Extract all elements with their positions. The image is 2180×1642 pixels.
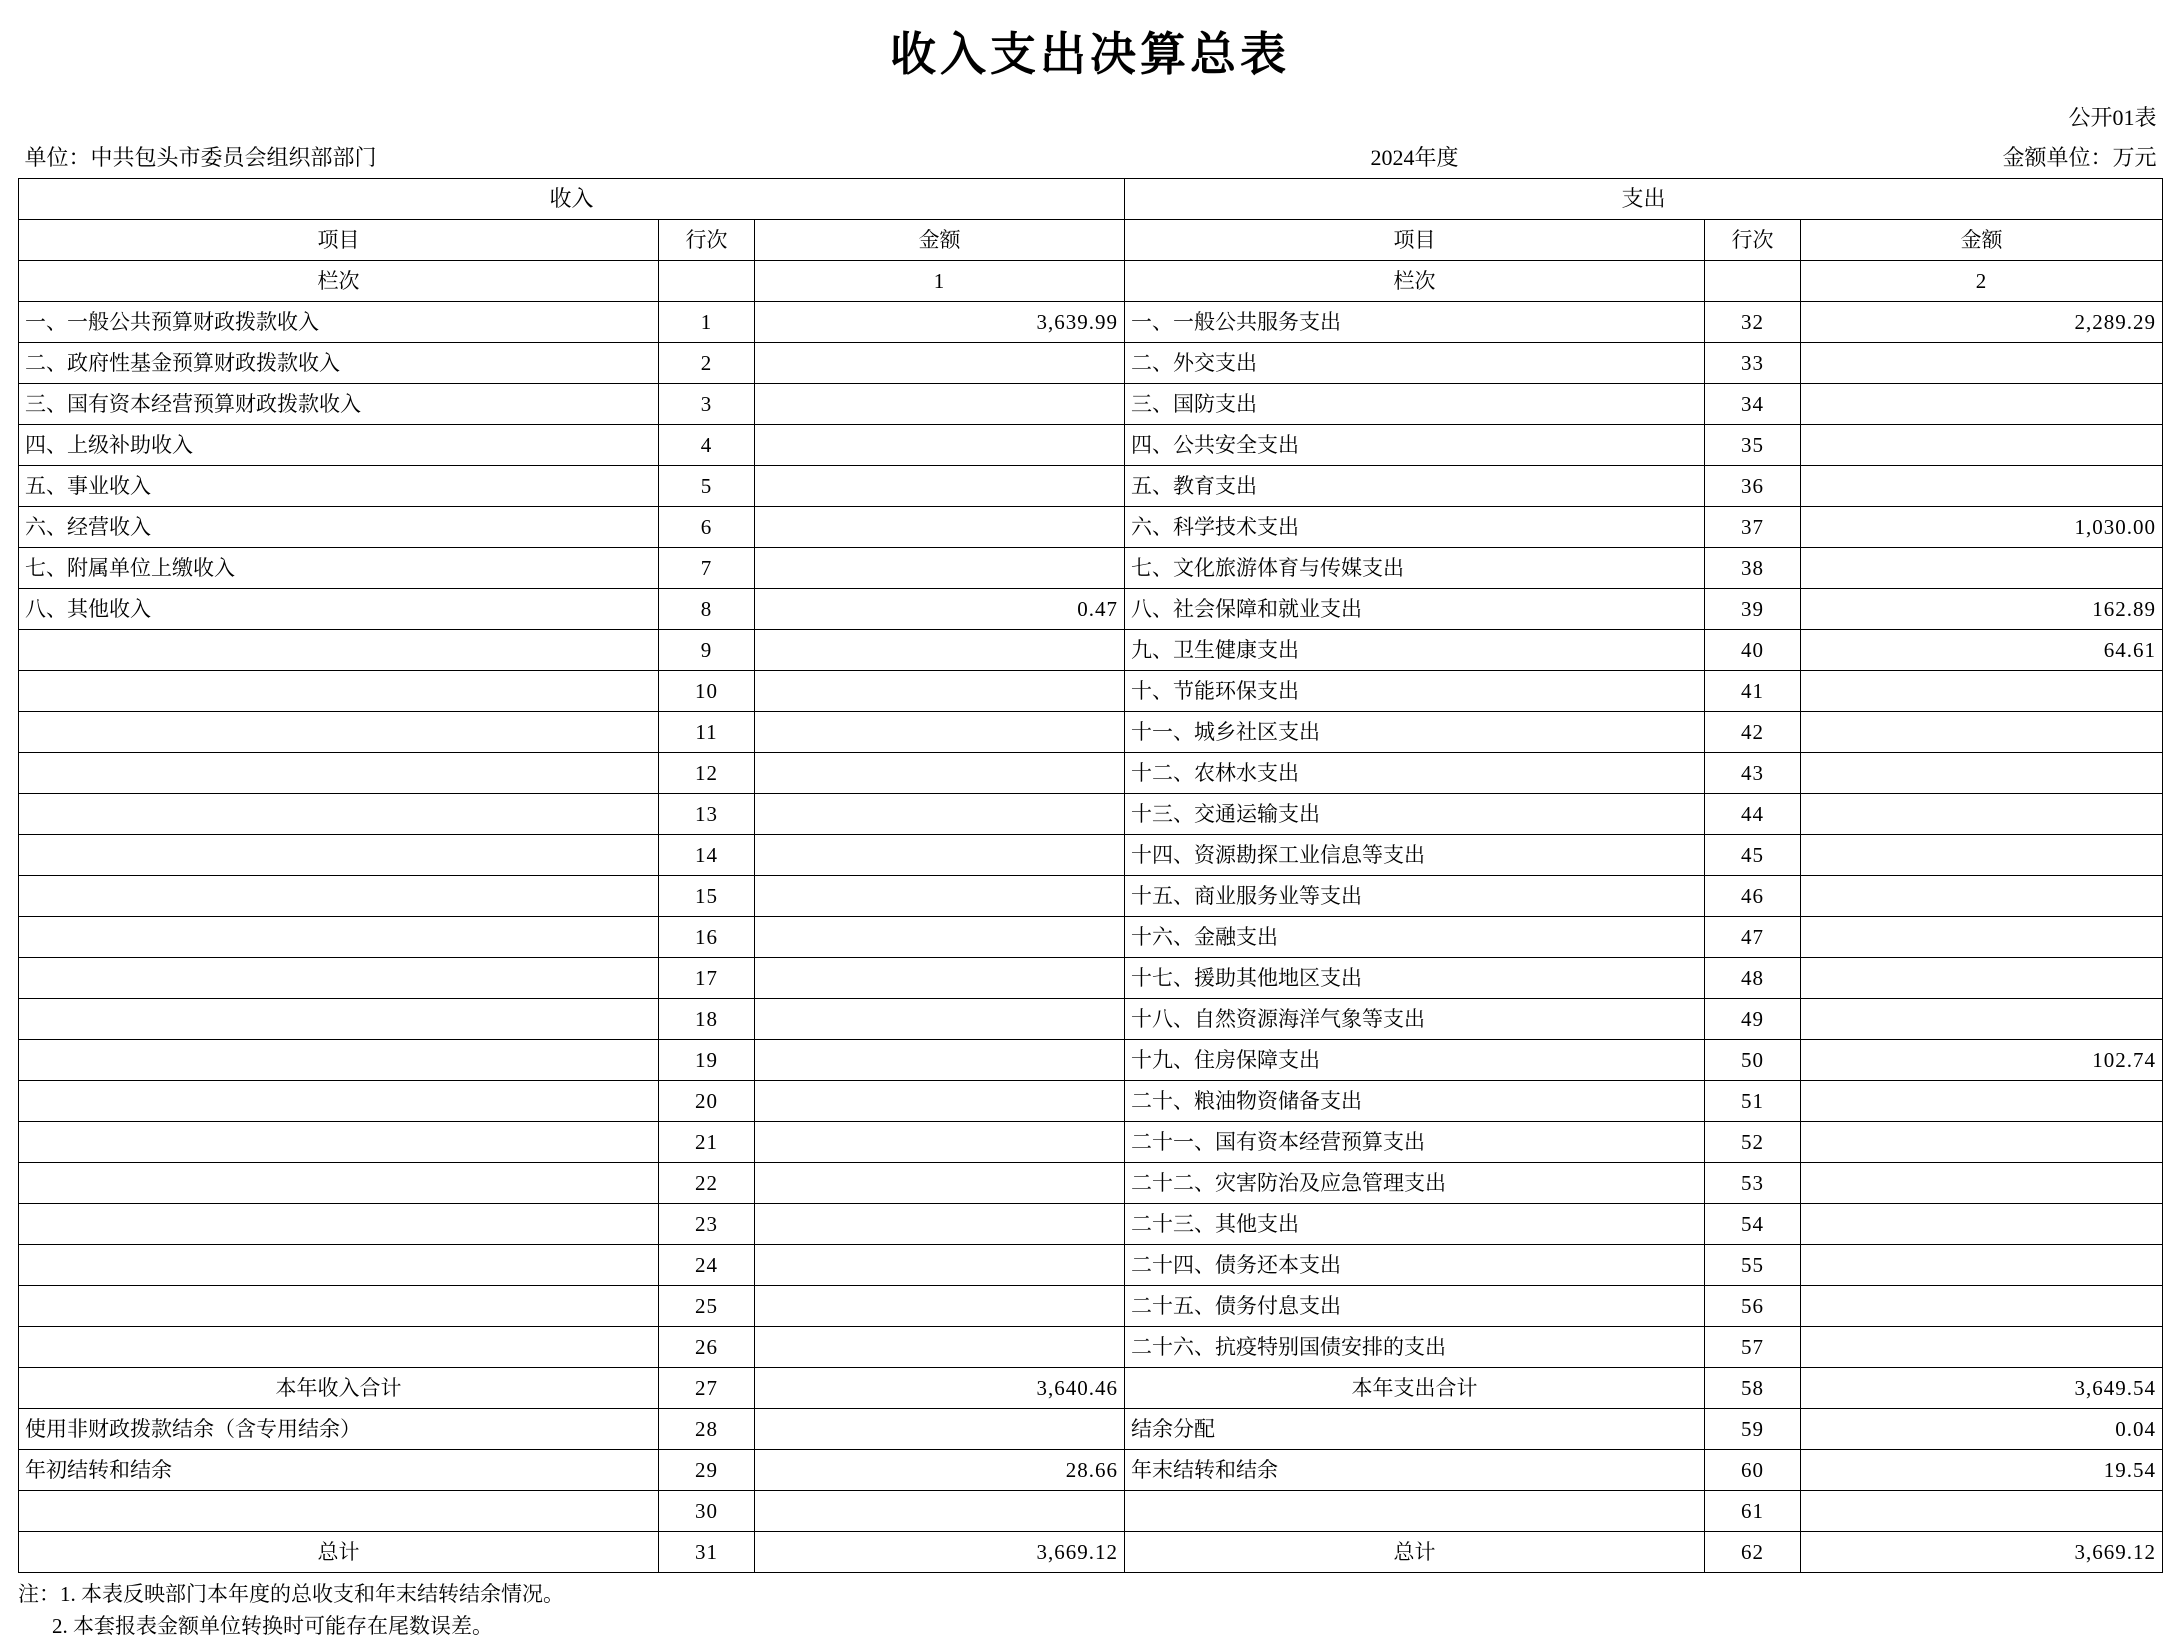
expense-amount-cell — [1801, 876, 2163, 917]
expense-line-cell: 53 — [1705, 1163, 1801, 1204]
income-line-cell: 26 — [659, 1327, 755, 1368]
income-item-cell: 一、一般公共预算财政拨款收入 — [19, 302, 659, 343]
income-item-cell — [19, 712, 659, 753]
income-item-cell — [19, 876, 659, 917]
income-amount-cell — [755, 1122, 1125, 1163]
income-item-cell: 八、其他收入 — [19, 589, 659, 630]
expense-amount-cell — [1801, 1327, 2163, 1368]
expense-item-cell: 一、一般公共服务支出 — [1125, 302, 1705, 343]
col-header-expense-line: 行次 — [1705, 220, 1801, 261]
expense-item-cell: 七、文化旅游体育与传媒支出 — [1125, 548, 1705, 589]
expense-item-cell: 十九、住房保障支出 — [1125, 1040, 1705, 1081]
expense-line-cell: 50 — [1705, 1040, 1801, 1081]
spacer-cell — [659, 261, 755, 302]
income-line-cell: 31 — [659, 1532, 755, 1573]
income-line-cell: 17 — [659, 958, 755, 999]
income-item-cell: 年初结转和结余 — [19, 1450, 659, 1491]
table-row — [19, 1286, 2163, 1327]
expense-amount-cell: 3,669.12 — [1801, 1532, 2163, 1573]
table-row — [19, 466, 2163, 507]
income-line-cell: 12 — [659, 753, 755, 794]
expense-amount-cell — [1801, 1491, 2163, 1532]
income-item-cell — [19, 1286, 659, 1327]
expense-amount-cell — [1801, 1163, 2163, 1204]
income-amount-cell — [755, 876, 1125, 917]
col-header-expense-item: 项目 — [1125, 220, 1705, 261]
income-col-number: 1 — [755, 261, 1125, 302]
income-line-cell: 15 — [659, 876, 755, 917]
table-body — [19, 302, 2163, 1573]
expense-amount-cell — [1801, 1204, 2163, 1245]
footnotes — [18, 1579, 2162, 1642]
expense-line-cell: 47 — [1705, 917, 1801, 958]
table-row — [19, 917, 2163, 958]
income-item-cell — [19, 753, 659, 794]
expense-line-cell: 49 — [1705, 999, 1801, 1040]
report-page — [0, 18, 2180, 1498]
expense-item-cell: 十四、资源勘探工业信息等支出 — [1125, 835, 1705, 876]
income-amount-cell — [755, 1081, 1125, 1122]
expense-item-cell — [1125, 1491, 1705, 1532]
income-line-cell: 7 — [659, 548, 755, 589]
income-amount-cell — [755, 1204, 1125, 1245]
income-amount-cell — [755, 1491, 1125, 1532]
expense-amount-cell: 64.61 — [1801, 630, 2163, 671]
expense-line-cell: 44 — [1705, 794, 1801, 835]
income-amount-cell — [755, 630, 1125, 671]
expense-amount-cell — [1801, 999, 2163, 1040]
income-amount-cell — [755, 1163, 1125, 1204]
expense-line-cell: 52 — [1705, 1122, 1801, 1163]
expense-item-cell: 二十三、其他支出 — [1125, 1204, 1705, 1245]
income-line-cell: 8 — [659, 589, 755, 630]
expense-item-cell: 结余分配 — [1125, 1409, 1705, 1450]
expense-line-cell: 59 — [1705, 1409, 1801, 1450]
table-row — [19, 1368, 2163, 1409]
income-item-cell — [19, 794, 659, 835]
income-amount-cell: 0.47 — [755, 589, 1125, 630]
col-header-income-item: 项目 — [19, 220, 659, 261]
table-row — [19, 794, 2163, 835]
spacer-cell — [1705, 138, 1801, 179]
income-item-cell — [19, 1081, 659, 1122]
income-line-cell: 13 — [659, 794, 755, 835]
income-line-cell: 2 — [659, 343, 755, 384]
income-amount-cell: 3,640.46 — [755, 1368, 1125, 1409]
expense-line-cell: 45 — [1705, 835, 1801, 876]
income-line-cell: 10 — [659, 671, 755, 712]
income-item-cell: 二、政府性基金预算财政拨款收入 — [19, 343, 659, 384]
income-item-cell — [19, 999, 659, 1040]
expense-item-cell: 十六、金融支出 — [1125, 917, 1705, 958]
expense-line-cell: 46 — [1705, 876, 1801, 917]
income-item-cell — [19, 1163, 659, 1204]
table-row — [19, 999, 2163, 1040]
income-line-cell: 1 — [659, 302, 755, 343]
expense-amount-cell — [1801, 425, 2163, 466]
expense-item-cell: 二十六、抗疫特别国债安排的支出 — [1125, 1327, 1705, 1368]
expense-item-cell: 年末结转和结余 — [1125, 1450, 1705, 1491]
income-amount-cell — [755, 999, 1125, 1040]
income-item-cell — [19, 917, 659, 958]
spacer-cell — [1705, 261, 1801, 302]
income-item-cell — [19, 835, 659, 876]
income-item-cell — [19, 1491, 659, 1532]
expense-item-cell: 十三、交通运输支出 — [1125, 794, 1705, 835]
expense-line-cell: 38 — [1705, 548, 1801, 589]
expense-line-cell: 55 — [1705, 1245, 1801, 1286]
income-line-cell: 27 — [659, 1368, 755, 1409]
income-line-cell: 14 — [659, 835, 755, 876]
spacer-cell — [755, 138, 1125, 179]
expense-amount-cell — [1801, 794, 2163, 835]
income-line-cell: 18 — [659, 999, 755, 1040]
income-amount-cell — [755, 917, 1125, 958]
table-row — [19, 1450, 2163, 1491]
income-amount-cell — [755, 671, 1125, 712]
expense-item-cell: 二十、粮油物资储备支出 — [1125, 1081, 1705, 1122]
col-header-income-line: 行次 — [659, 220, 755, 261]
spacer-cell — [755, 98, 1125, 138]
expense-amount-cell: 1,030.00 — [1801, 507, 2163, 548]
table-row — [19, 507, 2163, 548]
table-row — [19, 630, 2163, 671]
income-item-cell: 三、国有资本经营预算财政拨款收入 — [19, 384, 659, 425]
income-line-cell: 19 — [659, 1040, 755, 1081]
expense-item-cell: 十、节能环保支出 — [1125, 671, 1705, 712]
income-line-cell: 29 — [659, 1450, 755, 1491]
expense-item-cell: 总计 — [1125, 1532, 1705, 1573]
income-amount-cell — [755, 712, 1125, 753]
income-amount-cell — [755, 1286, 1125, 1327]
expense-amount-cell — [1801, 1286, 2163, 1327]
income-line-cell: 28 — [659, 1409, 755, 1450]
expense-amount-cell: 2,289.29 — [1801, 302, 2163, 343]
expense-line-cell: 57 — [1705, 1327, 1801, 1368]
expense-col-label: 栏次 — [1125, 261, 1705, 302]
income-item-cell: 四、上级补助收入 — [19, 425, 659, 466]
col-header-expense-amount: 金额 — [1801, 220, 2163, 261]
expense-line-cell: 40 — [1705, 630, 1801, 671]
expense-line-cell: 54 — [1705, 1204, 1801, 1245]
expense-item-cell: 十八、自然资源海洋气象等支出 — [1125, 999, 1705, 1040]
col-header-income-amount: 金额 — [755, 220, 1125, 261]
income-line-cell: 4 — [659, 425, 755, 466]
fiscal-year: 2024年度 — [1125, 138, 1705, 179]
form-number-row — [19, 98, 2163, 138]
form-number: 公开01表 — [1801, 98, 2163, 138]
expense-amount-cell — [1801, 1245, 2163, 1286]
table-row — [19, 712, 2163, 753]
table-row — [19, 1040, 2163, 1081]
expense-line-cell: 56 — [1705, 1286, 1801, 1327]
expense-item-cell: 四、公共安全支出 — [1125, 425, 1705, 466]
expense-amount-cell — [1801, 466, 2163, 507]
income-item-cell: 六、经营收入 — [19, 507, 659, 548]
expense-item-cell: 二十一、国有资本经营预算支出 — [1125, 1122, 1705, 1163]
meta-row — [19, 138, 2163, 179]
expense-item-cell: 本年支出合计 — [1125, 1368, 1705, 1409]
expense-amount-cell — [1801, 1122, 2163, 1163]
table-row — [19, 343, 2163, 384]
expense-item-cell: 十七、援助其他地区支出 — [1125, 958, 1705, 999]
expense-amount-cell: 162.89 — [1801, 589, 2163, 630]
expense-amount-cell — [1801, 835, 2163, 876]
expense-item-cell: 二、外交支出 — [1125, 343, 1705, 384]
expense-amount-cell — [1801, 917, 2163, 958]
expense-amount-cell — [1801, 753, 2163, 794]
income-line-cell: 24 — [659, 1245, 755, 1286]
expense-col-number: 2 — [1801, 261, 2163, 302]
income-amount-cell — [755, 1327, 1125, 1368]
income-amount-cell — [755, 507, 1125, 548]
section-income-header: 收入 — [19, 179, 1125, 220]
expense-item-cell: 二十四、债务还本支出 — [1125, 1245, 1705, 1286]
budget-summary-table — [18, 98, 2163, 1573]
expense-line-cell: 35 — [1705, 425, 1801, 466]
section-header-row — [19, 179, 2163, 220]
page-title: 收入支出决算总表 — [18, 18, 2162, 84]
income-amount-cell: 3,639.99 — [755, 302, 1125, 343]
expense-item-cell: 三、国防支出 — [1125, 384, 1705, 425]
expense-item-cell: 五、教育支出 — [1125, 466, 1705, 507]
expense-line-cell: 37 — [1705, 507, 1801, 548]
expense-amount-cell — [1801, 1081, 2163, 1122]
table-row — [19, 1204, 2163, 1245]
income-amount-cell — [755, 1409, 1125, 1450]
expense-item-cell: 二十五、债务付息支出 — [1125, 1286, 1705, 1327]
table-row — [19, 1532, 2163, 1573]
income-amount-cell — [755, 794, 1125, 835]
table-row — [19, 425, 2163, 466]
table-row — [19, 384, 2163, 425]
expense-line-cell: 34 — [1705, 384, 1801, 425]
table-row — [19, 1122, 2163, 1163]
spacer-cell — [659, 98, 755, 138]
table-row — [19, 753, 2163, 794]
income-line-cell: 3 — [659, 384, 755, 425]
income-line-cell: 6 — [659, 507, 755, 548]
expense-line-cell: 51 — [1705, 1081, 1801, 1122]
table-row — [19, 1081, 2163, 1122]
expense-amount-cell: 3,649.54 — [1801, 1368, 2163, 1409]
spacer-cell — [19, 98, 659, 138]
income-amount-cell: 3,669.12 — [755, 1532, 1125, 1573]
unit-label: 单位：中共包头市委员会组织部部门 — [19, 138, 659, 179]
table-row — [19, 1409, 2163, 1450]
expense-amount-cell: 19.54 — [1801, 1450, 2163, 1491]
expense-line-cell: 48 — [1705, 958, 1801, 999]
table-row — [19, 1245, 2163, 1286]
expense-line-cell: 42 — [1705, 712, 1801, 753]
income-item-cell — [19, 630, 659, 671]
table-row — [19, 958, 2163, 999]
expense-line-cell: 58 — [1705, 1368, 1801, 1409]
expense-item-cell: 二十二、灾害防治及应急管理支出 — [1125, 1163, 1705, 1204]
section-expense-header: 支出 — [1125, 179, 2163, 220]
income-item-cell — [19, 1204, 659, 1245]
table-row — [19, 1163, 2163, 1204]
expense-item-cell: 八、社会保障和就业支出 — [1125, 589, 1705, 630]
income-item-cell: 七、附属单位上缴收入 — [19, 548, 659, 589]
income-amount-cell — [755, 466, 1125, 507]
income-amount-cell — [755, 1245, 1125, 1286]
income-amount-cell — [755, 753, 1125, 794]
expense-item-cell: 十五、商业服务业等支出 — [1125, 876, 1705, 917]
table-row — [19, 548, 2163, 589]
income-line-cell: 23 — [659, 1204, 755, 1245]
expense-line-cell: 39 — [1705, 589, 1801, 630]
expense-amount-cell — [1801, 671, 2163, 712]
column-number-row — [19, 261, 2163, 302]
expense-amount-cell — [1801, 958, 2163, 999]
expense-item-cell: 六、科学技术支出 — [1125, 507, 1705, 548]
income-line-cell: 20 — [659, 1081, 755, 1122]
income-amount-cell — [755, 343, 1125, 384]
income-line-cell: 22 — [659, 1163, 755, 1204]
table-row — [19, 1491, 2163, 1532]
income-item-cell: 五、事业收入 — [19, 466, 659, 507]
income-amount-cell — [755, 1040, 1125, 1081]
column-header-row — [19, 220, 2163, 261]
expense-item-cell: 十二、农林水支出 — [1125, 753, 1705, 794]
income-amount-cell — [755, 835, 1125, 876]
expense-line-cell: 61 — [1705, 1491, 1801, 1532]
income-amount-cell — [755, 958, 1125, 999]
income-item-cell — [19, 671, 659, 712]
expense-amount-cell — [1801, 712, 2163, 753]
income-item-cell — [19, 958, 659, 999]
footnote-2: 2. 本套报表金额单位转换时可能存在尾数误差。 — [18, 1611, 2162, 1642]
expense-line-cell: 62 — [1705, 1532, 1801, 1573]
expense-line-cell: 32 — [1705, 302, 1801, 343]
table-row — [19, 1327, 2163, 1368]
income-item-cell — [19, 1122, 659, 1163]
expense-line-cell: 41 — [1705, 671, 1801, 712]
table-row — [19, 302, 2163, 343]
income-amount-cell — [755, 384, 1125, 425]
income-line-cell: 16 — [659, 917, 755, 958]
income-item-cell: 使用非财政拨款结余（含专用结余） — [19, 1409, 659, 1450]
income-line-cell: 5 — [659, 466, 755, 507]
income-amount-cell — [755, 425, 1125, 466]
expense-line-cell: 60 — [1705, 1450, 1801, 1491]
income-line-cell: 25 — [659, 1286, 755, 1327]
expense-amount-cell: 102.74 — [1801, 1040, 2163, 1081]
amount-unit: 金额单位：万元 — [1801, 138, 2163, 179]
income-amount-cell: 28.66 — [755, 1450, 1125, 1491]
income-col-label: 栏次 — [19, 261, 659, 302]
spacer-cell — [1125, 98, 1705, 138]
table-row — [19, 876, 2163, 917]
income-amount-cell — [755, 548, 1125, 589]
table-row — [19, 671, 2163, 712]
income-line-cell: 11 — [659, 712, 755, 753]
expense-amount-cell — [1801, 343, 2163, 384]
expense-line-cell: 43 — [1705, 753, 1801, 794]
income-item-cell: 总计 — [19, 1532, 659, 1573]
income-item-cell — [19, 1327, 659, 1368]
footnote-1: 注：1. 本表反映部门本年度的总收支和年末结转结余情况。 — [18, 1579, 2162, 1611]
spacer-cell — [659, 138, 755, 179]
expense-amount-cell — [1801, 384, 2163, 425]
income-item-cell — [19, 1245, 659, 1286]
expense-item-cell: 十一、城乡社区支出 — [1125, 712, 1705, 753]
income-item-cell: 本年收入合计 — [19, 1368, 659, 1409]
expense-amount-cell — [1801, 548, 2163, 589]
spacer-cell — [1705, 98, 1801, 138]
expense-line-cell: 33 — [1705, 343, 1801, 384]
income-line-cell: 21 — [659, 1122, 755, 1163]
income-line-cell: 30 — [659, 1491, 755, 1532]
table-row — [19, 589, 2163, 630]
expense-item-cell: 九、卫生健康支出 — [1125, 630, 1705, 671]
table-row — [19, 835, 2163, 876]
expense-line-cell: 36 — [1705, 466, 1801, 507]
income-item-cell — [19, 1040, 659, 1081]
income-line-cell: 9 — [659, 630, 755, 671]
expense-amount-cell: 0.04 — [1801, 1409, 2163, 1450]
